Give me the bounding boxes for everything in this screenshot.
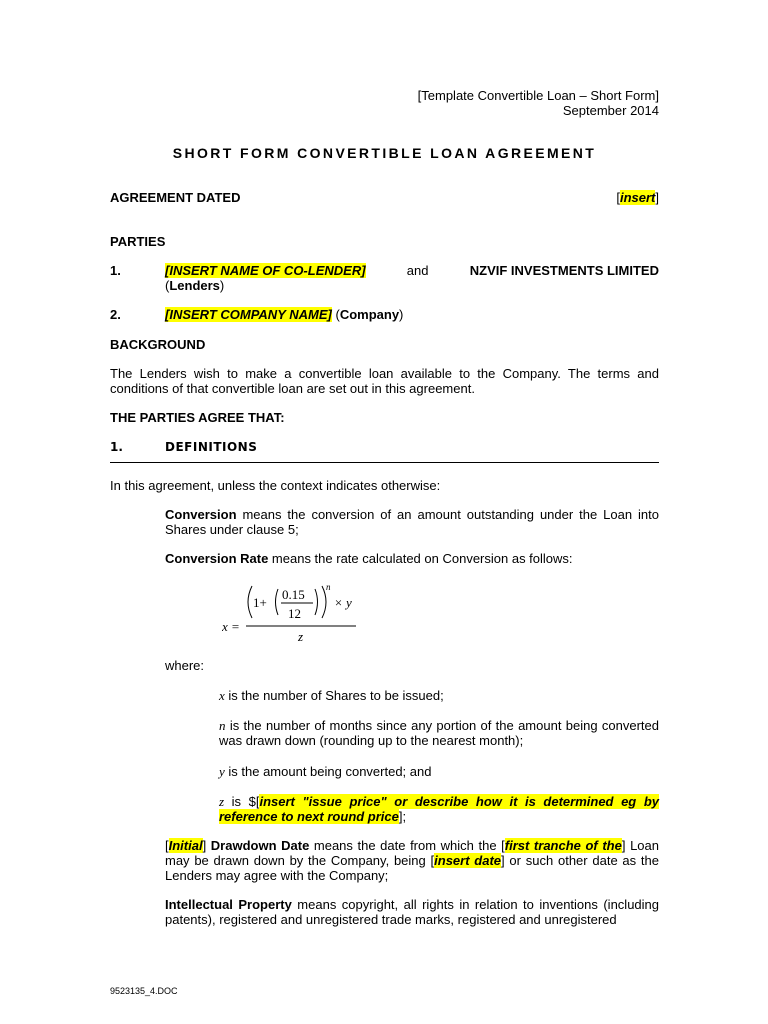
formula-divisor: z [298,629,304,644]
party-item-2: [INSERT COMPANY NAME] (Company) [165,307,404,322]
date-line: September 2014 [562,103,659,118]
variable-y: y is the amount being converted; and [219,764,432,779]
outer-paren-left [248,586,252,618]
variable-x: x is the number of Shares to be issued; [219,688,444,703]
formula-times-y: × y [334,595,352,610]
co-lender-placeholder: [INSERT NAME OF CO-LENDER] [165,263,366,278]
formula-lhs: x = [222,619,240,634]
agree-heading: THE PARTIES AGREE THAT: [110,410,285,425]
inner-paren-left [276,589,279,615]
section-rule [110,462,659,463]
inner-paren-right [315,589,318,615]
company-name-placeholder: [INSERT COMPANY NAME] [165,307,332,322]
formula-numerator: 0.15 [282,587,305,602]
agreement-dated-label: AGREEMENT DATED [110,190,241,205]
background-heading: BACKGROUND [110,337,206,352]
formula-exponent: n [326,582,331,592]
definition-intellectual-property: Intellectual Property means copyright, all rights in relation to inventions (including patents), registered and unregistered trade marks, registered and unregistered [165,897,659,927]
insert-placeholder: insert [619,190,656,205]
party-number: 1. [110,263,121,278]
formula-one-plus: 1+ [253,595,267,610]
first-tranche-placeholder: first tranche of the [504,838,622,853]
background-text: The Lenders wish to make a convertible loan available to the Company. The terms and conditions of that convertible loan are set out in this agreement. [110,366,659,396]
variable-z: z is $[insert "issue price" or describe how it is determined eg by reference to next round price]; [219,794,659,824]
section-number: 1. [110,440,123,454]
document-title: SHORT FORM CONVERTIBLE LOAN AGREEMENT [172,145,597,161]
footer-doc-id: 9523135_4.DOC [110,986,178,996]
template-line: [Template Convertible Loan – Short Form] [417,88,659,103]
party-item-1: [INSERT NAME OF CO-LENDER] and NZVIF INVESTMENTS LIMITED (Lenders) [165,263,659,293]
section-heading: DEFINITIONS [165,440,258,454]
variable-n: n is the number of months since any portion of the amount being converted was drawn down (rounding up to the nearest month); [219,718,659,748]
definition-conversion-rate: Conversion Rate means the rate calculated on Conversion as follows: [165,551,573,566]
insert-date-placeholder: insert date [434,853,502,868]
definitions-intro: In this agreement, unless the context indicates otherwise: [110,478,441,493]
initial-placeholder: Initial [168,838,203,853]
conversion-formula [222,580,362,646]
issue-price-placeholder: insert "issue price" or describe how it is determined eg by reference to next round price [219,794,659,824]
formula-denominator: 12 [288,606,301,621]
party-number: 2. [110,307,121,322]
where-label: where: [165,658,205,673]
parties-heading: PARTIES [110,234,166,249]
agreement-dated-value: [insert] [616,190,659,205]
definition-drawdown-date: [Initial] Drawdown Date means the date from which the [first tranche of the] Loan may be drawn down by the Company, being [insert date] or such other date as the Lenders may agree with the Company; [165,838,660,883]
lender-name: NZVIF INVESTMENTS LIMITED [469,263,659,278]
definition-conversion: Conversion means the conversion of an amount outstanding under the Loan into Shares under clause 5; [165,507,659,537]
